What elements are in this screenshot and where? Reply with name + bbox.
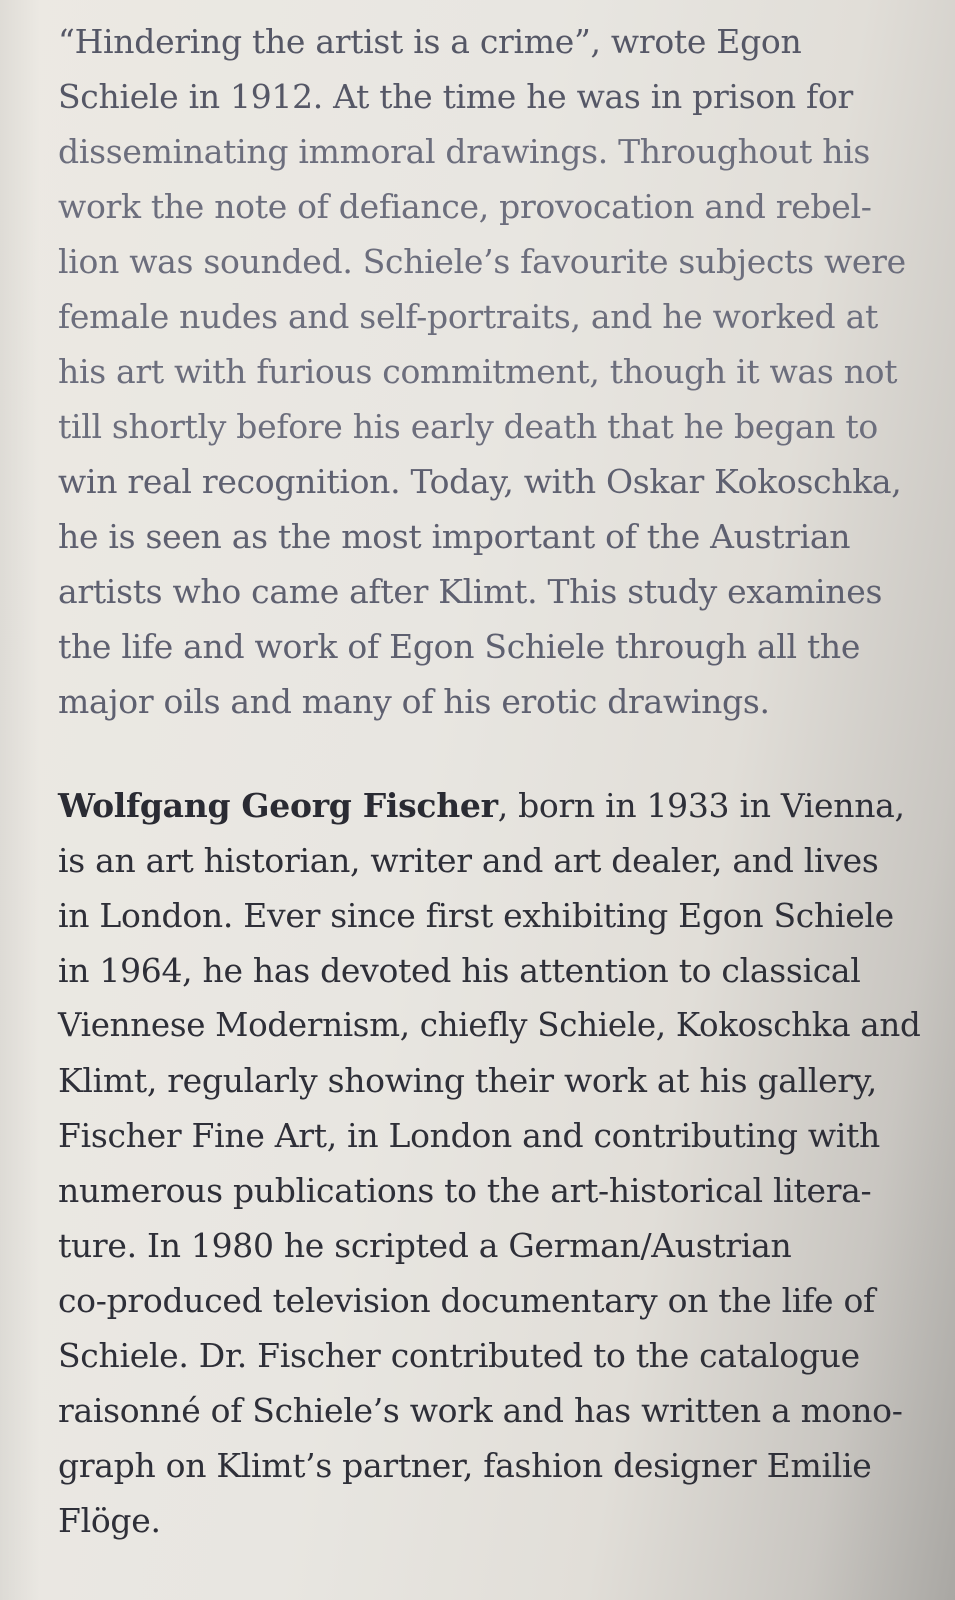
blurb-line: artists who came after Klimt. This study examines (58, 572, 883, 611)
blurb-line: Schiele in 1912. At the time he was in prison for (58, 77, 853, 116)
blurb-paragraph (58, 14, 928, 729)
author-bio-line: Viennese Modernism, chiefly Schiele, Kokoschka and (58, 1006, 921, 1044)
author-bio-first-line-rest: , born in 1933 in Vienna, (497, 786, 905, 825)
blurb-line: win real recognition. Today, with Oskar Kokoschka, (58, 462, 902, 501)
author-bio-line: Flöge. (58, 1501, 161, 1540)
author-bio-line: in London. Ever since first exhibiting Egon Schiele (58, 896, 894, 935)
author-bio-line: co-produced television documentary on the life of (58, 1281, 875, 1320)
author-bio-line: in 1964, he has devoted his attention to classical (58, 951, 861, 990)
blurb-line: major oils and many of his erotic drawings. (58, 682, 770, 721)
blurb-line: the life and work of Egon Schiele through all the (58, 627, 861, 666)
blurb-line: till shortly before his early death that he began to (58, 407, 878, 446)
blurb-line: he is seen as the most important of the Austrian (58, 517, 851, 556)
blurb-line: his art with furious commitment, though it was not (58, 352, 898, 391)
author-bio-line: is an art historian, writer and art dealer, and lives (58, 841, 879, 880)
author-bio-line: Schiele. Dr. Fischer contributed to the catalogue (58, 1336, 860, 1375)
author-bio-line: numerous publications to the art-historical litera- (58, 1171, 872, 1210)
blurb-line: disseminating immoral drawings. Throughout his (58, 132, 871, 171)
author-bio-line: Fischer Fine Art, in London and contributing with (58, 1116, 880, 1155)
page-shadow (0, 0, 40, 1600)
blurb-line: female nudes and self-portraits, and he worked at (58, 297, 878, 336)
author-bio-first-line (58, 778, 928, 833)
author-name: Wolfgang Georg Fischer (58, 786, 498, 825)
author-bio-line: Klimt, regularly showing their work at his gallery, (58, 1061, 877, 1100)
blurb-line: lion was sounded. Schiele’s favourite subjects were (58, 242, 906, 281)
author-bio-line: ture. In 1980 he scripted a German/Austrian (58, 1226, 792, 1265)
blurb-line: work the note of defiance, provocation and rebel- (58, 187, 872, 226)
author-bio-line: raisonné of Schiele’s work and has written a mono- (58, 1391, 903, 1430)
blurb-line: “Hindering the artist is a crime”, wrote Egon (58, 22, 802, 61)
author-bio-line: graph on Klimt’s partner, fashion designer Emilie (58, 1446, 872, 1485)
author-bio-paragraph (58, 778, 928, 1548)
